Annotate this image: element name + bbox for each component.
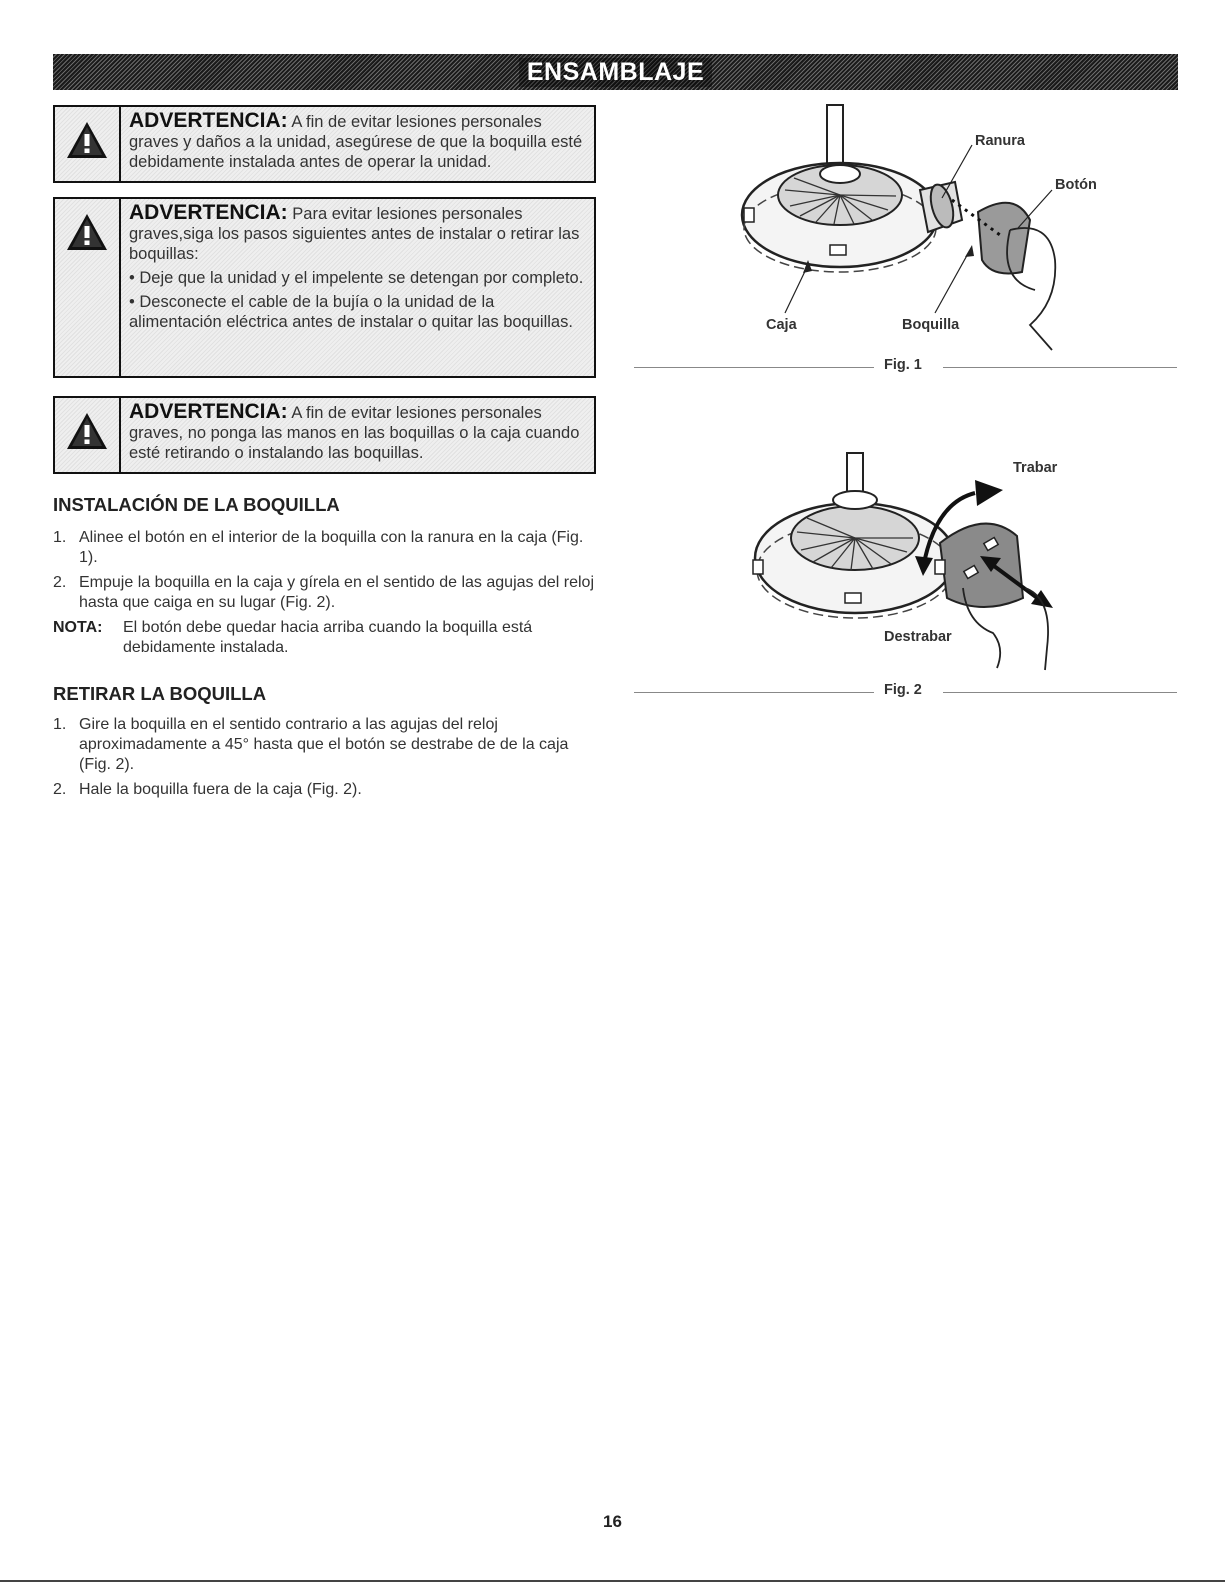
warning-icon-cell — [55, 199, 121, 376]
label-trabar: Trabar — [1013, 460, 1058, 476]
figure-2-rule-right — [943, 692, 1177, 693]
figure-1-rule-left — [634, 367, 874, 368]
warning-triangle-icon — [66, 412, 108, 450]
warning-box-1 — [53, 105, 596, 183]
step-number: 2. — [53, 781, 67, 798]
list-item — [53, 573, 598, 613]
step-number: 1. — [53, 716, 67, 733]
remove-steps — [53, 715, 598, 805]
step-text: Hale la boquilla fuera de la caja (Fig. 2). — [79, 781, 362, 798]
warning-box-3 — [53, 396, 596, 474]
warning-body: Para evitar lesiones personales graves,siga los pasos siguientes antes de instalar o retirar las boquillas: — [129, 205, 580, 263]
warning-text — [121, 107, 594, 181]
warning-body: A fin de evitar lesiones personales graves y daños a la unidad, asegúrese de que la boquilla esté debidamente instalada antes de operar la unidad. — [129, 113, 583, 171]
bottom-rule — [0, 1580, 1225, 1582]
warning-bullet: • Desconecte el cable de la bujía o la unidad de la alimentación eléctrica antes de instalar o quitar las boquillas. — [129, 293, 573, 331]
figure-2-rule-left — [634, 692, 874, 693]
warning-triangle-icon — [66, 213, 108, 251]
label-boquilla: Boquilla — [902, 317, 960, 333]
label-boton: Botón — [1055, 177, 1097, 193]
figure-2-caption: Fig. 2 — [884, 682, 922, 698]
warning-body: A fin de evitar lesiones personales graves, no ponga las manos en las boquillas o la caja cuando esté retirando o instalando las boquillas. — [129, 404, 580, 462]
install-steps — [53, 528, 598, 658]
warning-triangle-icon — [66, 121, 108, 159]
warning-text — [121, 199, 594, 376]
section-banner — [53, 54, 1178, 90]
note-text: El botón debe quedar hacia arriba cuando la boquilla está debidamente instalada. — [123, 619, 533, 656]
figure-1-rule-right — [943, 367, 1177, 368]
label-destrabar: Destrabar — [884, 629, 952, 645]
install-note — [53, 618, 598, 658]
note-label: NOTA: — [53, 619, 103, 636]
step-text: Alinee el botón en el interior de la boquilla con la ranura en la caja (Fig. 1). — [79, 529, 584, 566]
label-caja: Caja — [766, 317, 797, 333]
step-number: 2. — [53, 574, 67, 591]
warning-lead: ADVERTENCIA: — [129, 201, 288, 224]
warning-lead: ADVERTENCIA: — [129, 109, 288, 132]
step-number: 1. — [53, 529, 67, 546]
list-item — [53, 715, 598, 775]
warning-lead: ADVERTENCIA: — [129, 400, 288, 423]
warning-text — [121, 398, 594, 472]
list-item — [53, 780, 598, 800]
install-heading: INSTALACIÓN DE LA BOQUILLA — [53, 494, 340, 515]
step-text: Empuje la boquilla en la caja y gírela en el sentido de las agujas del reloj hasta que caiga en su lugar (Fig. 2). — [79, 574, 594, 611]
warning-box-2 — [53, 197, 596, 378]
warning-icon-cell — [55, 107, 121, 181]
warning-icon-cell — [55, 398, 121, 472]
page-number: 16 — [603, 1512, 622, 1531]
warning-bullet: • Deje que la unidad y el impelente se detengan por completo. — [129, 269, 584, 287]
step-text: Gire la boquilla en el sentido contrario a las agujas del reloj aproximadamente a 45° hasta que el botón se destrabe de de la caja (Fig. 2). — [79, 716, 569, 773]
list-item — [53, 528, 598, 568]
remove-heading: RETIRAR LA BOQUILLA — [53, 683, 267, 704]
figure-1-caption: Fig. 1 — [884, 357, 922, 373]
label-ranura: Ranura — [975, 133, 1025, 149]
section-title: ENSAMBLAJE — [519, 58, 712, 87]
